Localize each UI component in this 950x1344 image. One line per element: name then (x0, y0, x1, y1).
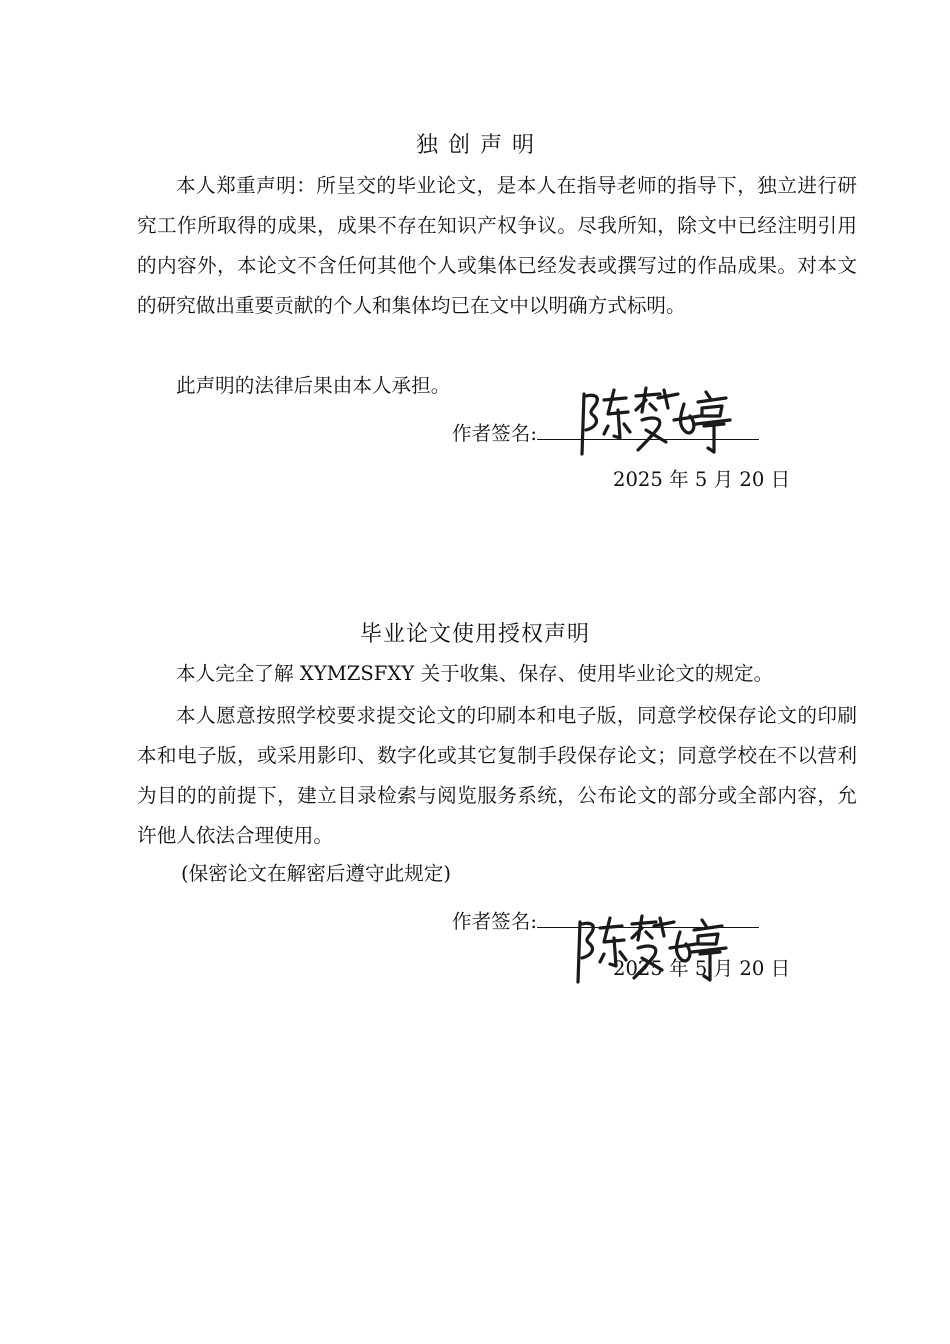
authorization-handwritten-signature (570, 914, 730, 986)
authorization-signature-label: 作者签名: (452, 910, 537, 933)
declaration-signature-label: 作者签名: (452, 422, 537, 445)
declaration-paragraph-2: 此声明的法律后果由本人承担。 (176, 374, 451, 397)
authorization-note: (保密论文在解密后遵守此规定) (181, 862, 452, 885)
authorization-paragraph-1: 本人完全了解 XYMZSFXY 关于收集、保存、使用毕业论文的规定。 (176, 662, 774, 685)
authorization-title: 毕业论文使用授权声明 (359, 622, 590, 647)
declaration-paragraph-1: 本人郑重声明：所呈交的毕业论文，是本人在指导老师的指导下，独立进行研究工作所取得的成果，成果不存在知识产权争议。尽我所知，除文中已经注明引用的内容外，本论文不含任何其他个人或集体已经发表或撰写过的作品成果。对本文的研究做出重要贡献的个人和集体均已在文中以明确方式标明。 (137, 174, 857, 317)
authorization-date: 2025 年 5 月 20 日 (613, 957, 791, 980)
declaration-handwritten-signature (574, 386, 734, 458)
declaration-title: 独创声明 (415, 133, 544, 158)
authorization-paragraph-2: 本人愿意按照学校要求提交论文的印刷本和电子版，同意学校保存论文的印刷本和电子版，或采用影印、数字化或其它复制手段保存论文；同意学校在不以营利为目的的前提下，建立目录检索与阅览服务系统，公布论文的部分或全部内容，允许他人依法合理使用。 (137, 704, 857, 847)
declaration-date: 2025 年 5 月 20 日 (613, 468, 791, 491)
